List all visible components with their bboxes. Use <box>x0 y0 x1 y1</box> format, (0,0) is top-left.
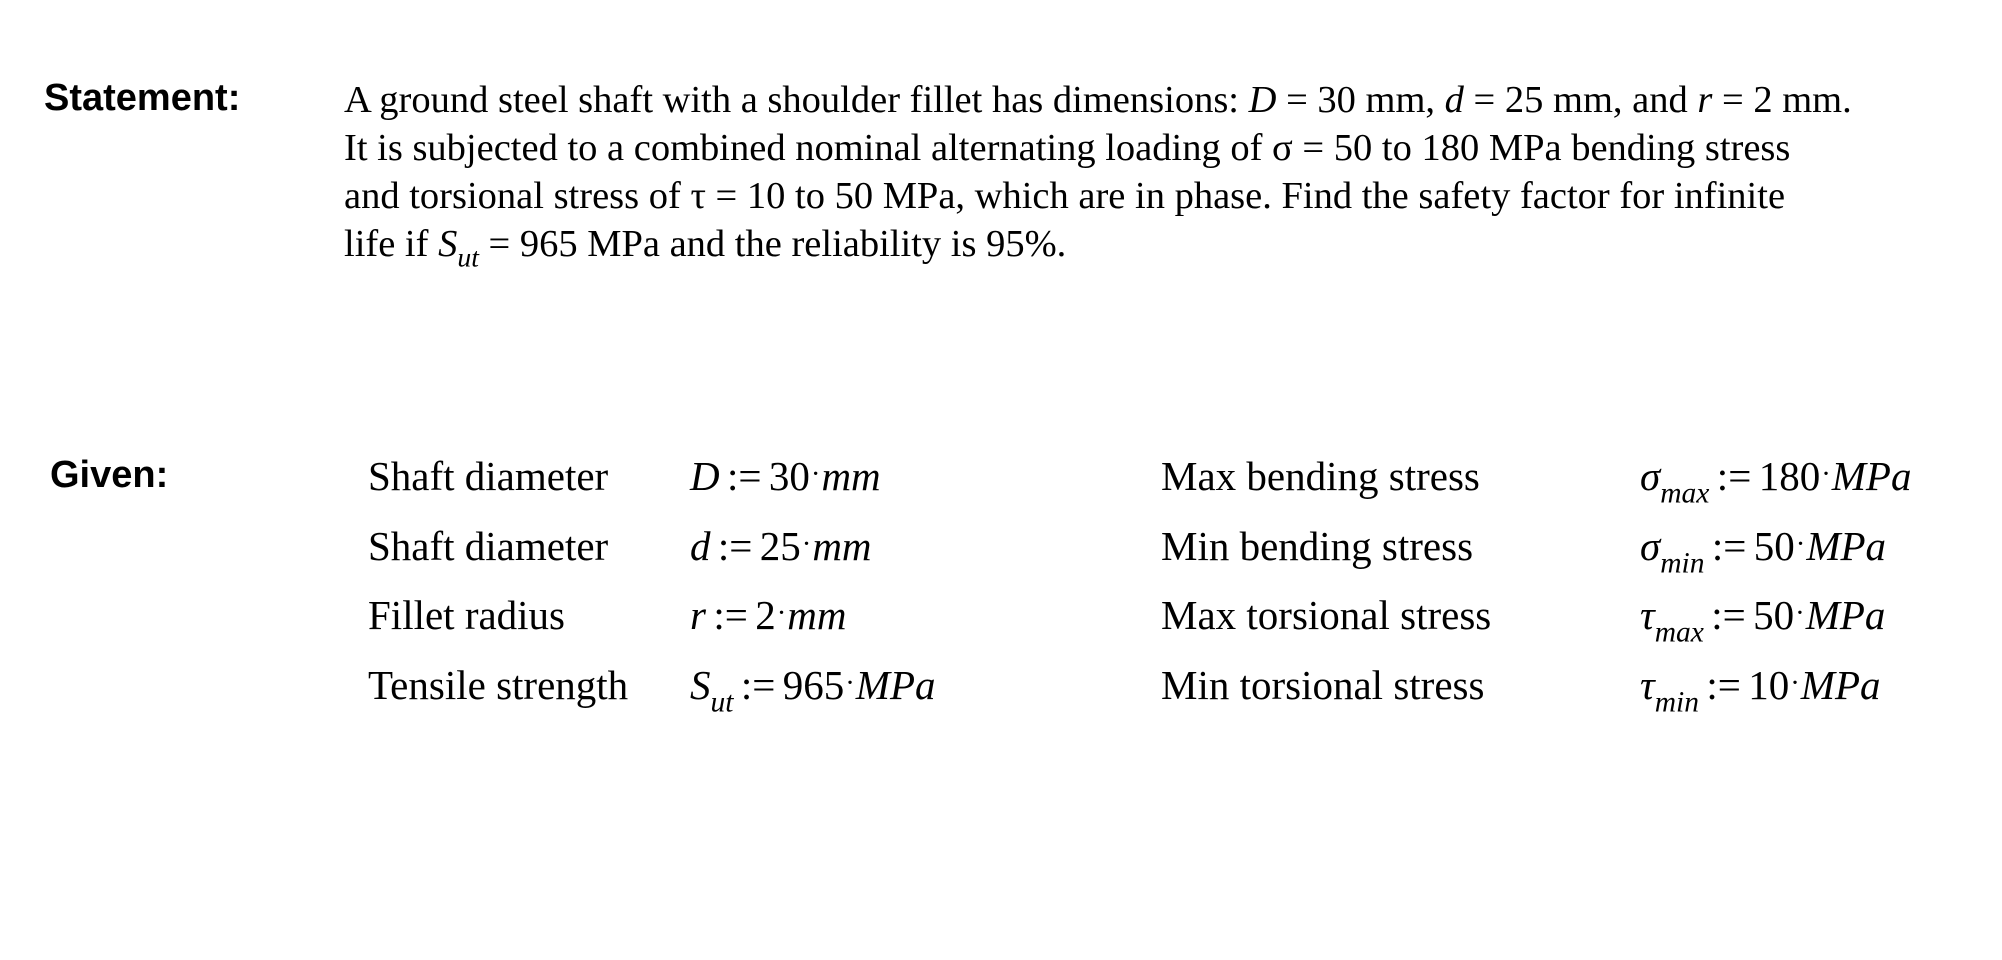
var-r: r <box>1697 79 1713 121</box>
var-S: S <box>438 223 458 265</box>
given-expr-sigma-max <box>1640 453 1912 510</box>
var-S-subscript: ut <box>457 241 479 273</box>
given-desc-shaft-diameter-D: Shaft diameter <box>368 453 609 499</box>
given-unit: MPa <box>855 662 936 708</box>
given-desc-fillet-radius: Fillet radius <box>368 592 566 638</box>
given-label: Given: <box>50 454 169 496</box>
multiply-dot: · <box>1790 666 1800 699</box>
assign-operator: := <box>1716 453 1752 499</box>
multiply-dot: · <box>1795 596 1805 629</box>
multiply-dot: · <box>1795 527 1806 560</box>
given-value: 30 <box>768 453 810 499</box>
given-var-subscript: min <box>1660 547 1705 580</box>
statement-line-1-part-a: A ground steel shaft with a shoulder fillet has dimensions: <box>344 79 1249 121</box>
assign-operator: := <box>713 592 748 638</box>
statement-label: Statement: <box>44 77 241 119</box>
given-var: r <box>690 592 706 638</box>
given-expr-d <box>690 523 872 569</box>
given-var: D <box>690 453 720 499</box>
multiply-dot: · <box>845 666 855 699</box>
given-expr-tau-max <box>1640 592 1886 649</box>
given-desc-min-bending-stress: Min bending stress <box>1161 523 1474 569</box>
given-desc-shaft-diameter-d: Shaft diameter <box>368 523 609 569</box>
given-var: σ <box>1640 523 1661 569</box>
multiply-dot: · <box>776 596 787 629</box>
given-desc-tensile-strength: Tensile strength <box>368 662 629 708</box>
given-value: 2 <box>755 592 776 638</box>
given-var-subscript: max <box>1660 477 1710 510</box>
given-expr-r <box>690 592 847 638</box>
given-value: 25 <box>759 523 801 569</box>
statement-line-2: It is subjected to a combined nominal alternating loading of σ = 50 to 180 MPa bending stress <box>344 127 1791 169</box>
statement-text <box>344 76 1984 273</box>
multiply-dot: · <box>801 527 812 560</box>
given-var-subscript: ut <box>710 686 734 719</box>
given-value: 10 <box>1748 662 1790 708</box>
var-d: d <box>1444 79 1464 121</box>
given-var: S <box>690 662 711 708</box>
assign-operator: := <box>740 662 776 708</box>
statement-line-4-part-b: = 965 MPa and the reliability is 95%. <box>478 223 1067 265</box>
given-expr-D <box>690 453 881 499</box>
statement-line-4 <box>344 220 1984 273</box>
multiply-dot: · <box>1821 457 1831 490</box>
multiply-dot: · <box>810 457 821 490</box>
given-var: σ <box>1640 453 1661 499</box>
given-expr-sigma-min <box>1640 523 1887 580</box>
assign-operator: := <box>1706 662 1741 708</box>
given-var: d <box>690 523 711 569</box>
given-var-subscript: max <box>1654 616 1704 649</box>
statement-line-1-part-b: = 30 mm, <box>1276 79 1445 121</box>
given-value: 965 <box>782 662 845 708</box>
given-unit: MPa <box>1800 662 1881 708</box>
given-var: τ <box>1640 662 1655 708</box>
statement-line-1-part-c: = 25 mm, and <box>1463 79 1698 121</box>
var-D: D <box>1248 79 1277 121</box>
given-value: 50 <box>1753 523 1795 569</box>
given-expr-tau-min <box>1640 662 1881 719</box>
statement-line-1 <box>344 76 1984 124</box>
given-desc-max-torsional-stress: Max torsional stress <box>1161 592 1492 638</box>
given-unit: MPa <box>1805 592 1886 638</box>
assign-operator: := <box>717 523 753 569</box>
statement-line-1-part-e: = 2 mm. <box>1712 79 1852 121</box>
given-unit: mm <box>821 453 881 499</box>
given-expr-Sut <box>690 662 936 719</box>
given-value: 180 <box>1758 453 1821 499</box>
given-desc-max-bending-stress: Max bending stress <box>1161 453 1480 499</box>
given-unit: MPa <box>1806 523 1887 569</box>
assign-operator: := <box>1711 523 1747 569</box>
given-unit: mm <box>787 592 847 638</box>
given-var: τ <box>1640 592 1655 638</box>
given-unit: mm <box>812 523 872 569</box>
statement-line-3: and torsional stress of τ = 10 to 50 MPa, which are in phase. Find the safety factor for infinite <box>344 175 1786 217</box>
given-value: 50 <box>1753 592 1795 638</box>
given-unit: MPa <box>1831 453 1912 499</box>
given-var-subscript: min <box>1654 686 1699 719</box>
assign-operator: := <box>726 453 762 499</box>
statement-line-4-part-a: life if <box>344 223 439 265</box>
given-desc-min-torsional-stress: Min torsional stress <box>1161 662 1485 708</box>
assign-operator: := <box>1711 592 1746 638</box>
